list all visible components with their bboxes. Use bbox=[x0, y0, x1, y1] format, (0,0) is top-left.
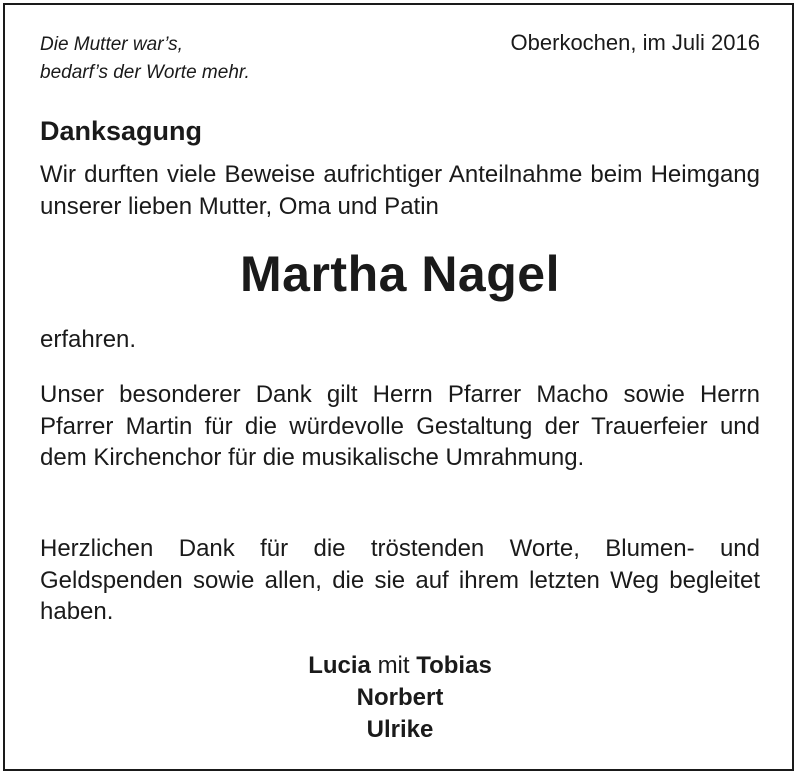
signature-line-1 bbox=[0, 650, 800, 682]
motto-quote bbox=[40, 31, 250, 87]
notice-heading: Danksagung bbox=[40, 116, 203, 146]
intro-paragraph: Wir durften viele Beweise aufrichtiger Anteilnahme beim Heimgang unserer lieben Mutter, Oma und Patin bbox=[40, 161, 760, 220]
place-date: Oberkochen, im Juli 2016 bbox=[510, 30, 760, 55]
signature-name-ulrike: Ulrike bbox=[366, 716, 434, 743]
deceased-name: Martha Nagel bbox=[240, 246, 560, 302]
motto-line-2: bedarf’s der Worte mehr. bbox=[40, 62, 250, 83]
signature-block bbox=[0, 650, 800, 746]
signature-name-lucia: Lucia bbox=[308, 652, 371, 679]
gratitude-paragraph: Herzlichen Dank für die tröstenden Worte, Blumen- und Geldspenden sowie allen, die sie auf ihrem letzten Weg begleitet haben. bbox=[40, 535, 760, 625]
signature-name-tobias: Tobias bbox=[416, 652, 492, 679]
continuation-text: erfahren. bbox=[40, 326, 137, 353]
thanks-paragraph: Unser besonderer Dank gilt Herrn Pfarrer Macho sowie Herrn Pfarrer Martin für die würdevolle Gestaltung der Trauerfeier und dem Kirchenchor für die musikalische Umrahmung. bbox=[40, 381, 760, 471]
motto-line-1: Die Mutter war’s, bbox=[40, 34, 183, 55]
signature-connector: mit bbox=[377, 652, 410, 679]
signature-name-norbert: Norbert bbox=[356, 684, 444, 711]
